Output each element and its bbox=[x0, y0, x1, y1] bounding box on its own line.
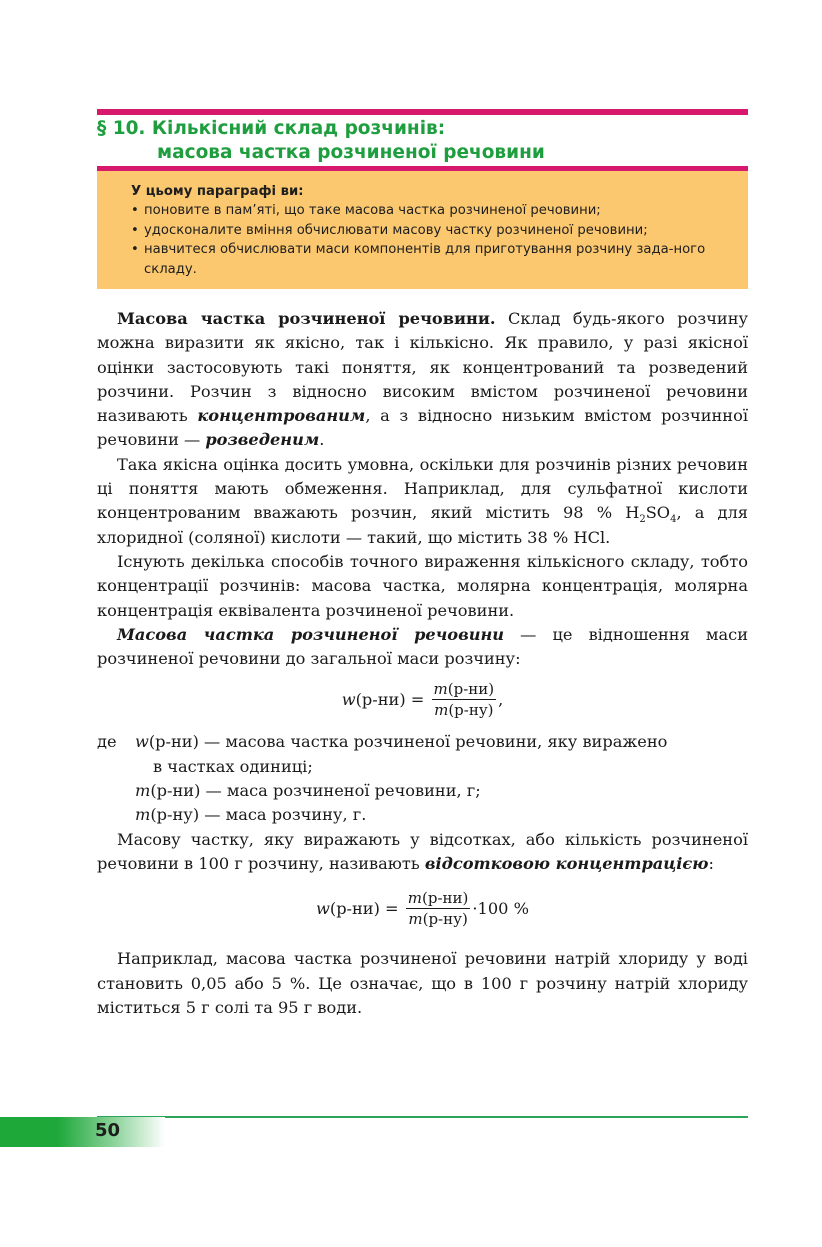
paragraph-1-end: . bbox=[319, 430, 325, 450]
paragraph-5 bbox=[97, 828, 748, 877]
formula-symbol: w bbox=[316, 898, 330, 918]
paragraph-4 bbox=[97, 623, 748, 672]
definition-w-cont: в частках одиниці; bbox=[153, 756, 313, 776]
definition-m-solute bbox=[135, 779, 748, 803]
formula-symbol: m bbox=[135, 805, 151, 825]
term-percent-concentration: відсотковою концентрацією bbox=[424, 853, 709, 873]
definitions bbox=[135, 730, 748, 827]
formula-lhs-text: (р-ни) = bbox=[329, 898, 399, 918]
goals-item: • навчитеся обчислювати маси компонентів для приготування розчину зада-ного складу. bbox=[131, 240, 728, 279]
numerator-text: (р-ни) bbox=[447, 680, 495, 699]
paragraph-2-text-2: , а для хлоридної (соляної) кислоти — такий, що містить 38 % HCl. bbox=[97, 503, 748, 547]
fraction-numerator bbox=[406, 888, 471, 909]
header-top-rule bbox=[97, 109, 748, 115]
fraction-numerator bbox=[432, 679, 497, 700]
fraction-denominator bbox=[406, 909, 469, 929]
denominator-text: (р-ну) bbox=[422, 910, 468, 929]
formula-lhs bbox=[342, 688, 430, 712]
paragraph-5-text: Масову частку, яку виражають у відсотках, або кількість розчиненої речовини в 100 г розчину, називають bbox=[97, 829, 748, 873]
section-heading bbox=[97, 117, 748, 165]
goals-box bbox=[97, 171, 748, 289]
definition-w bbox=[135, 730, 748, 754]
definition-text: (р-ни) — масова частка розчиненої речовини, яку виражено bbox=[148, 732, 668, 752]
term-diluted: розведеним bbox=[205, 430, 320, 450]
goals-intro: У цьому параграфі ви: bbox=[131, 184, 304, 199]
footer-rule bbox=[97, 1116, 748, 1118]
where-block bbox=[97, 730, 748, 827]
subscript: 2 bbox=[639, 514, 646, 526]
formula-symbol: m bbox=[408, 910, 423, 929]
goals-list bbox=[131, 201, 728, 279]
definition-text: (р-ни) — маса розчиненої речовини, г; bbox=[150, 781, 481, 801]
formula-percent bbox=[97, 888, 748, 929]
formula-fraction bbox=[406, 888, 471, 929]
formula-lhs bbox=[316, 897, 404, 921]
paragraph-1-lead: Масова частка розчиненої речовини. bbox=[117, 309, 496, 328]
denominator-text: (р-ну) bbox=[448, 701, 494, 720]
section-heading-line1: § 10. Кількісний склад розчинів: bbox=[97, 118, 446, 139]
fraction-denominator bbox=[432, 700, 495, 720]
formula-tail: , bbox=[498, 689, 504, 709]
paragraph-1-text: Склад будь-якого розчину можна виразити як якісно, так і кількісно. Як правило, у разі якісної оцінки застосовують такі поняття, як концентрований та розведений розчини. Розчин з відносно високим вмістом розчиненої речовини називають bbox=[97, 309, 749, 426]
definition-m-solution bbox=[135, 803, 748, 827]
footer-gradient-band bbox=[0, 1117, 165, 1147]
subscript: 4 bbox=[670, 514, 677, 526]
formula-symbol: m bbox=[407, 889, 423, 908]
where-label: де bbox=[97, 732, 117, 752]
term-mass-fraction: Масова частка розчиненої речовини bbox=[117, 624, 505, 644]
formula-fraction bbox=[432, 679, 497, 720]
formula-symbol: m bbox=[135, 781, 151, 801]
paragraph-1-text-2: , а з відносно низьким вмістом розчинної речовини — bbox=[97, 406, 748, 450]
formula-mass-fraction bbox=[97, 679, 748, 720]
formula-lhs-text: (р-ни) = bbox=[355, 689, 425, 709]
definition-text: (р-ну) — маса розчину, г. bbox=[150, 805, 367, 825]
paragraph-4-text: — це відношення маси розчиненої речовини до загальної маси розчину: bbox=[97, 624, 748, 669]
goals-item: • поновите в пам’яті, що таке масова частка розчиненої речовини; bbox=[131, 201, 728, 220]
formula-symbol: w bbox=[135, 732, 149, 752]
paragraph-2-text: Така якісна оцінка досить умовна, оскільки для розчинів різних речовин ці поняття мають обмеження. Наприклад, для сульфатної кислоти концентрованим вважають розчин, який містить 98 % H bbox=[97, 454, 748, 523]
paragraph-1 bbox=[97, 307, 748, 453]
main-text bbox=[97, 307, 748, 1020]
paragraph-2 bbox=[97, 453, 748, 550]
goals-item: • удосконалите вміння обчислювати масову частку розчиненої речовини; bbox=[131, 221, 728, 240]
paragraph-3: Існують декілька способів точного вираження кількісного складу, тобто концентрації розчинів: масова частка, молярна концентрація, молярна концентрація еквівалента розчиненої речовини. bbox=[97, 551, 748, 620]
paragraph-2-formula: SO bbox=[645, 503, 671, 523]
formula-symbol: m bbox=[433, 680, 448, 699]
formula-symbol: w bbox=[341, 689, 356, 709]
term-concentrated: концентрованим bbox=[197, 406, 366, 426]
paragraph-6: Наприклад, масова частка розчиненої речовини натрій хлориду у воді становить 0,05 або 5 %. Це означає, що в 100 г розчину натрій хлориду міститься 5 г солі та 95 г води. bbox=[97, 949, 748, 1017]
paragraph-5-end: : bbox=[708, 853, 714, 873]
formula-symbol: m bbox=[434, 701, 449, 720]
page-number: 50 bbox=[95, 1120, 121, 1141]
numerator-text: (р-ни) bbox=[422, 889, 469, 908]
formula-tail: ·100 % bbox=[472, 898, 529, 918]
section-heading-line2: масова частка розчиненої речовини bbox=[157, 142, 545, 163]
